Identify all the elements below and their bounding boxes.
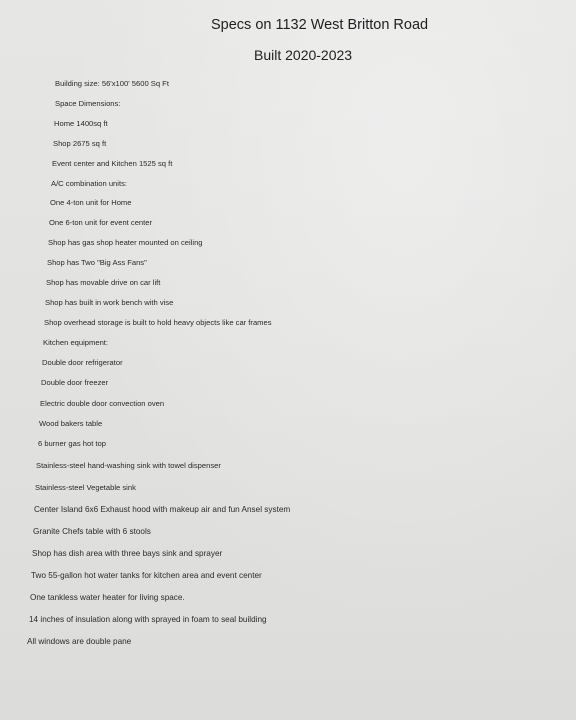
spec-line: 6 burner gas hot top — [38, 439, 106, 448]
document-subtitle: Built 2020-2023 — [254, 47, 353, 63]
spec-line: One 6-ton unit for event center — [49, 218, 152, 227]
spec-line: Stainless-steel Vegetable sink — [35, 483, 136, 492]
spec-line: Two 55-gallon hot water tanks for kitchen area and event center — [31, 571, 262, 580]
spec-line: One tankless water heater for living space. — [30, 593, 185, 602]
spec-line: One 4-ton unit for Home — [50, 198, 132, 207]
spec-line: Space Dimensions: — [55, 99, 121, 108]
spec-line: 14 inches of insulation along with sprayed in foam to seal building — [29, 615, 267, 624]
spec-line: Home 1400sq ft — [54, 119, 108, 128]
spec-line: Event center and Kitchen 1525 sq ft — [52, 159, 173, 168]
spec-line: Double door freezer — [41, 378, 109, 387]
spec-line: Shop 2675 sq ft — [53, 139, 107, 148]
spec-line: Shop has gas shop heater mounted on ceiling — [48, 238, 203, 247]
document-title: Specs on 1132 West Britton Road — [211, 17, 429, 33]
spec-line: Shop has dish area with three bays sink and sprayer — [32, 549, 223, 558]
spec-line: Shop has movable drive on car lift — [46, 278, 161, 287]
spec-line: Double door refrigerator — [42, 358, 123, 367]
spec-line: Wood bakers table — [39, 419, 103, 428]
spec-line: Center Island 6x6 Exhaust hood with makeup air and fun Ansel system — [34, 505, 291, 514]
spec-line: All windows are double pane — [27, 637, 132, 646]
spec-line: A/C combination units: — [51, 179, 127, 188]
spec-line: Shop has Two "Big Ass Fans" — [47, 258, 147, 267]
spec-line: Building size: 56'x100' 5600 Sq Ft — [55, 79, 169, 88]
spec-line: Electric double door convection oven — [40, 399, 165, 408]
spec-line: Shop has built in work bench with vise — [45, 298, 174, 307]
spec-line: Stainless-steel hand-washing sink with towel dispenser — [36, 461, 221, 470]
spec-line: Granite Chefs table with 6 stools — [33, 527, 151, 536]
spec-line: Shop overhead storage is built to hold heavy objects like car frames — [44, 318, 272, 327]
spec-line: Kitchen equipment: — [43, 338, 109, 347]
